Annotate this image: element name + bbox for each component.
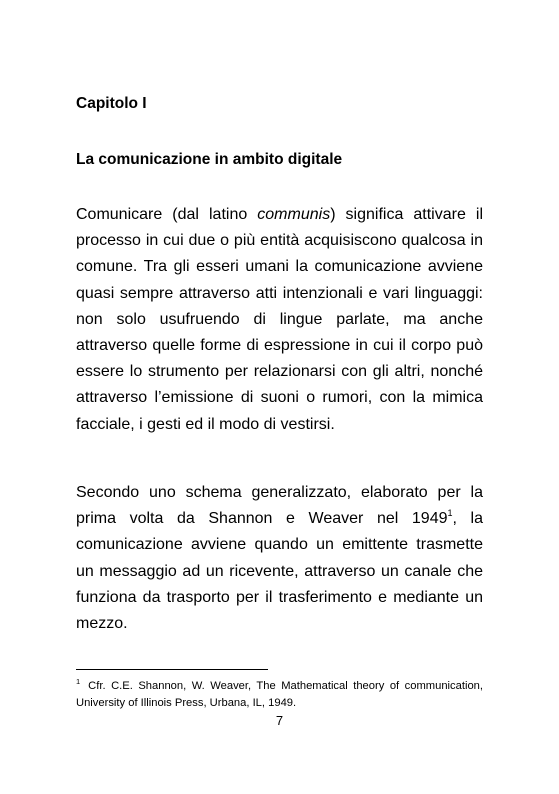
footnote-text: Cfr. C.E. Shannon, W. Weaver, The Mathematical theory of communication, University of Illinois Press, Urbana, IL, 1949. — [76, 680, 483, 709]
footnote-mark: 1 — [76, 677, 81, 686]
paragraph-1-text-start: Comunicare (dal latino — [76, 206, 258, 223]
footnote-reference: 1 — [447, 508, 453, 519]
latin-term: communis — [257, 206, 331, 223]
footnote — [76, 678, 483, 712]
body-paragraph-1 — [76, 202, 483, 438]
section-title: La comunicazione in ambito digitale — [76, 151, 343, 168]
body-paragraph-2 — [76, 480, 483, 637]
paragraph-2-text-end: , la comunicazione avviene quando un emittente trasmette un messaggio ad un ricevente, attraverso un canale che funziona da trasporto per il trasferimento e mediante un mezzo. — [76, 510, 484, 633]
page-number: 7 — [275, 713, 284, 728]
chapter-title: Capitolo I — [76, 95, 147, 112]
footnote-separator — [76, 669, 268, 670]
paragraph-1-text-end: ) significa attivare il processo in cui due o più entità acquisiscono qualcosa in comune. Tra gli esseri umani la comunicazione avviene quasi sempre attraverso atti intenzionali e vari linguaggi: non solo usufruendo di lingue parlate, ma anche attraverso quelle forme di espressione in cui il corpo può essere lo strumento per relazionarsi con gli altri, nonché attraverso l’emissione di suoni o rumori, con la mimica facciale, i gesti ed il modo di vestirsi. — [76, 206, 483, 433]
paragraph-2-text-start: Secondo uno schema generalizzato, elaborato per la prima volta da Shannon e Weaver nel 1949 — [76, 484, 483, 528]
